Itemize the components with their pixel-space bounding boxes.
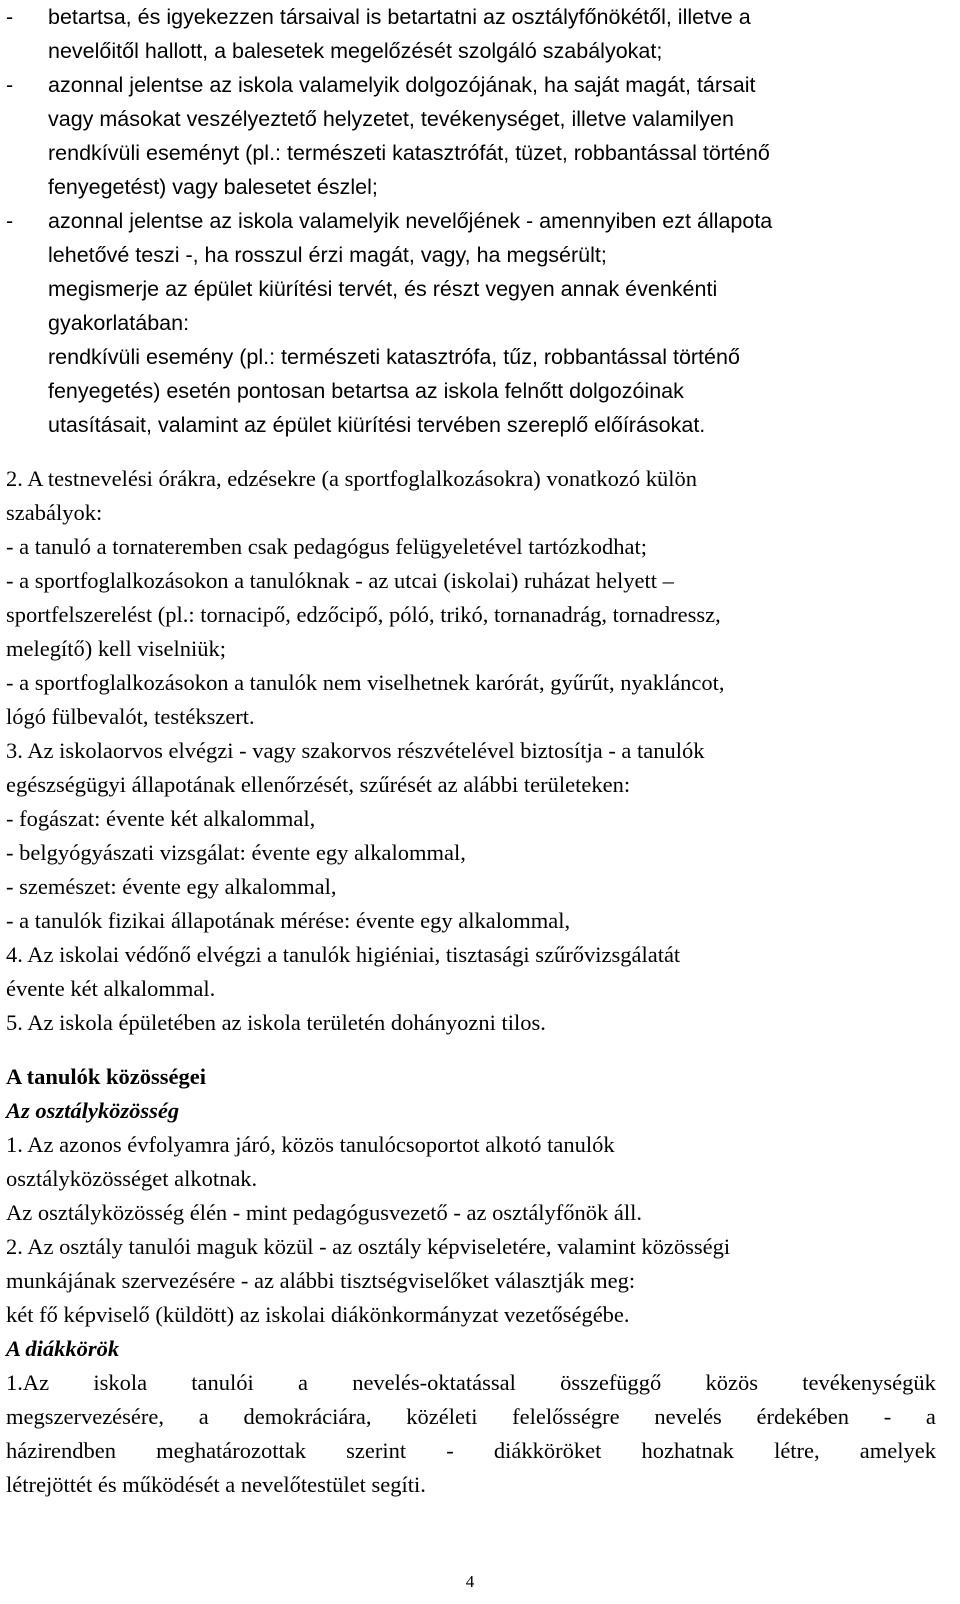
word: összefüggő — [560, 1370, 662, 1395]
justified-line — [6, 1400, 936, 1434]
text-line: fenyegetést) vagy balesetet észlel; — [48, 175, 378, 199]
word: létre, — [774, 1438, 820, 1463]
justified-line — [6, 1366, 936, 1400]
text-line: betartsa, és igyekezzen társaival is betartatni az osztályfőnökétől, illetve a — [48, 5, 751, 29]
text-line: rendkívüli esemény (pl.: természeti katasztrófa, tűz, robbantással történő — [48, 345, 740, 369]
page-number: 4 — [465, 1572, 475, 1591]
text-line: - a sportfoglalkozásokon a tanulóknak - az utcai (iskolai) ruházat helyett – — [6, 568, 674, 593]
text-line: - a sportfoglalkozásokon a tanulók nem viselhetnek karórát, gyűrűt, nyakláncot, — [6, 670, 725, 695]
text-line: osztályközösséget alkotnak. — [6, 1166, 258, 1191]
word: a — [198, 1404, 209, 1429]
word: meghatározottak — [156, 1438, 307, 1463]
list-item — [0, 68, 940, 204]
text-line: 2. A testnevelési órákra, edzésekre (a sportfoglalkozásokra) vonatkozó külön — [6, 466, 698, 491]
subheading-student-circles: A diákkörök — [6, 1336, 120, 1361]
word: demokráciára, — [243, 1404, 372, 1429]
list-item — [0, 0, 940, 68]
text-line: lógó fülbevalót, testékszert. — [6, 704, 255, 729]
text-line: - fogászat: évente két alkalommal, — [6, 806, 316, 831]
text-line: utasításait, valamint az épület kiürítési tervében szereplő előírásokat. — [48, 413, 706, 437]
word: tevékenységük — [802, 1370, 936, 1395]
word: a — [297, 1370, 308, 1395]
text-line: azonnal jelentse az iskola valamelyik dolgozójának, ha saját magát, társait — [48, 73, 756, 97]
text-line: szabályok: — [6, 500, 103, 525]
bullet-dash: - — [6, 73, 14, 97]
text-line: évente két alkalommal. — [6, 976, 216, 1001]
text-line: nevelőitől hallott, a balesetek megelőzését szolgáló szabályokat; — [48, 39, 663, 63]
text-line: létrejöttét és működését a nevelőtestület segíti. — [6, 1472, 426, 1497]
text-line: 5. Az iskola épületében az iskola területén dohányozni tilos. — [6, 1010, 546, 1035]
word: diákköröket — [493, 1438, 602, 1463]
section-heading: A tanulók közösségei — [6, 1064, 207, 1089]
word: iskola — [93, 1370, 148, 1395]
text-line: megismerje az épület kiürítési tervét, és részt vegyen annak évenkénti — [48, 277, 718, 301]
text-line: azonnal jelentse az iskola valamelyik nevelőjének - amennyiben ezt állapota — [48, 209, 773, 233]
text-line: két fő képviselő (küldött) az iskolai diákönkormányzat vezetőségébe. — [6, 1302, 630, 1327]
text-line: 1. Az azonos évfolyamra járó, közös tanulócsoportot alkotó tanulók — [6, 1132, 615, 1157]
word: 1.Az — [6, 1370, 50, 1395]
text-line: - szemészet: évente egy alkalommal, — [6, 874, 337, 899]
text-line: rendkívüli eseményt (pl.: természeti katasztrófát, tüzet, robbantással történő — [48, 141, 770, 165]
pe-and-health-rules — [6, 462, 946, 1040]
list-continuation — [0, 340, 940, 442]
bullet-dash: - — [6, 5, 14, 29]
word: felelősségre — [512, 1404, 620, 1429]
bullet-dash: - — [6, 209, 14, 233]
justified-paragraph — [6, 1366, 946, 1468]
text-line: 3. Az iskolaorvos elvégzi - vagy szakorvos részvételével biztosítja - a tanulók — [6, 738, 705, 763]
word: közéleti — [406, 1404, 478, 1429]
word: a — [925, 1404, 936, 1429]
text-line: sportfelszerelést (pl.: tornacipő, edzőcipő, póló, trikó, tornanadrág, tornadressz, — [6, 602, 721, 627]
safety-rules-list — [0, 0, 940, 442]
text-line: Az osztályközösség élén - mint pedagógusvezető - az osztályfőnök áll. — [6, 1200, 643, 1225]
word: érdekében — [756, 1404, 849, 1429]
text-line: - belgyógyászati vizsgálat: évente egy alkalommal, — [6, 840, 466, 865]
list-item — [0, 204, 940, 340]
text-line: lehetővé teszi -, ha rosszul érzi magát, vagy, ha megsérült; — [48, 243, 607, 267]
justified-line — [6, 1434, 936, 1468]
text-line: - a tanuló a tornateremben csak pedagógus felügyeletével tartózkodhat; — [6, 534, 647, 559]
word: amelyek — [859, 1438, 936, 1463]
word: - — [883, 1404, 892, 1429]
word: házirendben — [6, 1438, 116, 1463]
text-line: munkájának szervezésére - az alábbi tisztségviselőket választják meg: — [6, 1268, 636, 1293]
word: tanulói — [191, 1370, 254, 1395]
word: hozhatnak — [641, 1438, 734, 1463]
subheading-class-community: Az osztályközösség — [6, 1098, 180, 1123]
student-communities-section — [6, 1060, 946, 1502]
text-line: gyakorlatában: — [48, 311, 190, 335]
word: megszervezésére, — [6, 1404, 165, 1429]
text-line: fenyegetés) esetén pontosan betartsa az iskola felnőtt dolgozóinak — [48, 379, 684, 403]
text-line: melegítő) kell viselniük; — [6, 636, 226, 661]
word: szerint — [346, 1438, 407, 1463]
text-line: egészségügyi állapotának ellenőrzését, szűrését az alábbi területeken: — [6, 772, 631, 797]
text-line: vagy másokat veszélyeztető helyzetet, tevékenységet, illetve valamilyen — [48, 107, 734, 131]
text-line: 2. Az osztály tanulói maguk közül - az osztály képviseletére, valamint közösségi — [6, 1234, 731, 1259]
word: közös — [705, 1370, 759, 1395]
word: nevelés-oktatással — [352, 1370, 516, 1395]
word: - — [446, 1438, 454, 1463]
word: nevelés — [654, 1404, 722, 1429]
text-line: - a tanulók fizikai állapotának mérése: évente egy alkalommal, — [6, 908, 571, 933]
text-line: 4. Az iskolai védőnő elvégzi a tanulók higiéniai, tisztasági szűrővizsgálatát — [6, 942, 681, 967]
